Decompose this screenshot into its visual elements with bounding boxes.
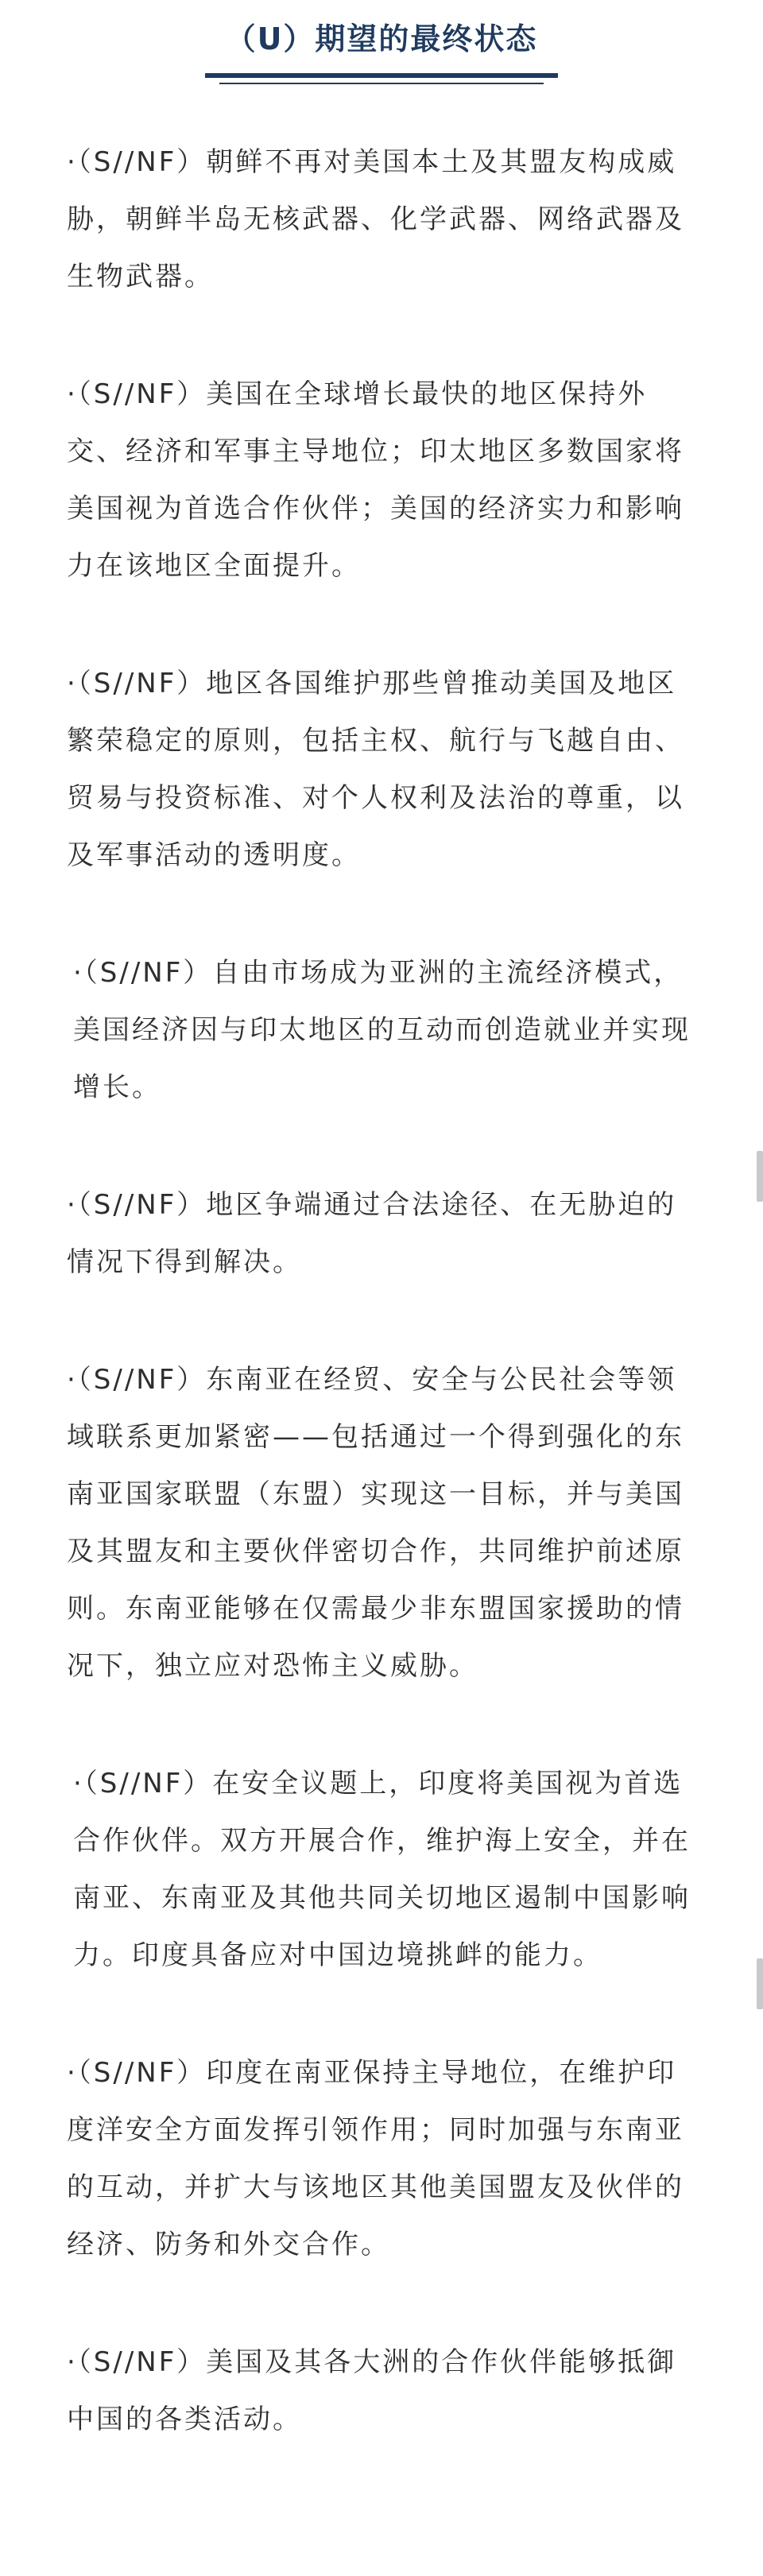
- list-item: ·（S//NF）美国在全球增长最快的地区保持外交、经济和军事主导地位；印太地区多数国家将美国视为首选合作伙伴；美国的经济实力和影响力在该地区全面提升。: [67, 378, 684, 582]
- end-state-list: [67, 134, 703, 2508]
- section-heading: （U）期望的最终状态: [225, 21, 538, 56]
- heading-container: [0, 0, 763, 62]
- heading-underline-thin: [219, 83, 544, 84]
- list-item: ·（S//NF）地区争端通过合法途径、在无胁迫的情况下得到解决。: [67, 1189, 677, 1278]
- list-item: ·（S//NF）地区各国维护那些曾推动美国及地区繁荣稳定的原则，包括主权、航行与飞越自由、贸易与投资标准、对个人权利及法治的尊重，以及军事活动的透明度。: [67, 668, 684, 871]
- scroll-indicator: [757, 1958, 763, 2009]
- list-item: ·（S//NF）美国及其各大洲的合作伙伴能够抵御中国的各类活动。: [67, 2346, 677, 2435]
- list-item: ·（S//NF）朝鲜不再对美国本土及其盟友构成威胁，朝鲜半岛无核武器、化学武器、网络武器及生物武器。: [67, 146, 684, 292]
- list-item: ·（S//NF）在安全议题上，印度将美国视为首选合作伙伴。双方开展合作，维护海上安全，并在南亚、东南亚及其他共同关切地区遏制中国影响力。印度具备应对中国边境挑衅的能力。: [73, 1768, 691, 1971]
- heading-underline-thick: [205, 73, 558, 78]
- list-item: ·（S//NF）印度在南亚保持主导地位，在维护印度洋安全方面发挥引领作用；同时加强与东南亚的互动，并扩大与该地区其他美国盟友及伙伴的经济、防务和外交合作。: [67, 2057, 684, 2260]
- list-item: ·（S//NF）自由市场成为亚洲的主流经济模式，美国经济因与印太地区的互动而创造就业并实现增长。: [73, 957, 691, 1103]
- scroll-indicator: [757, 1151, 763, 1202]
- list-item: ·（S//NF）东南亚在经贸、安全与公民社会等领域联系更加紧密——包括通过一个得到强化的东南亚国家联盟（东盟）实现这一目标，并与美国及其盟友和主要伙伴密切合作，共同维护前述原则。东南亚能够在仅需最少非东盟国家援助的情况下，独立应对恐怖主义威胁。: [67, 1364, 684, 1682]
